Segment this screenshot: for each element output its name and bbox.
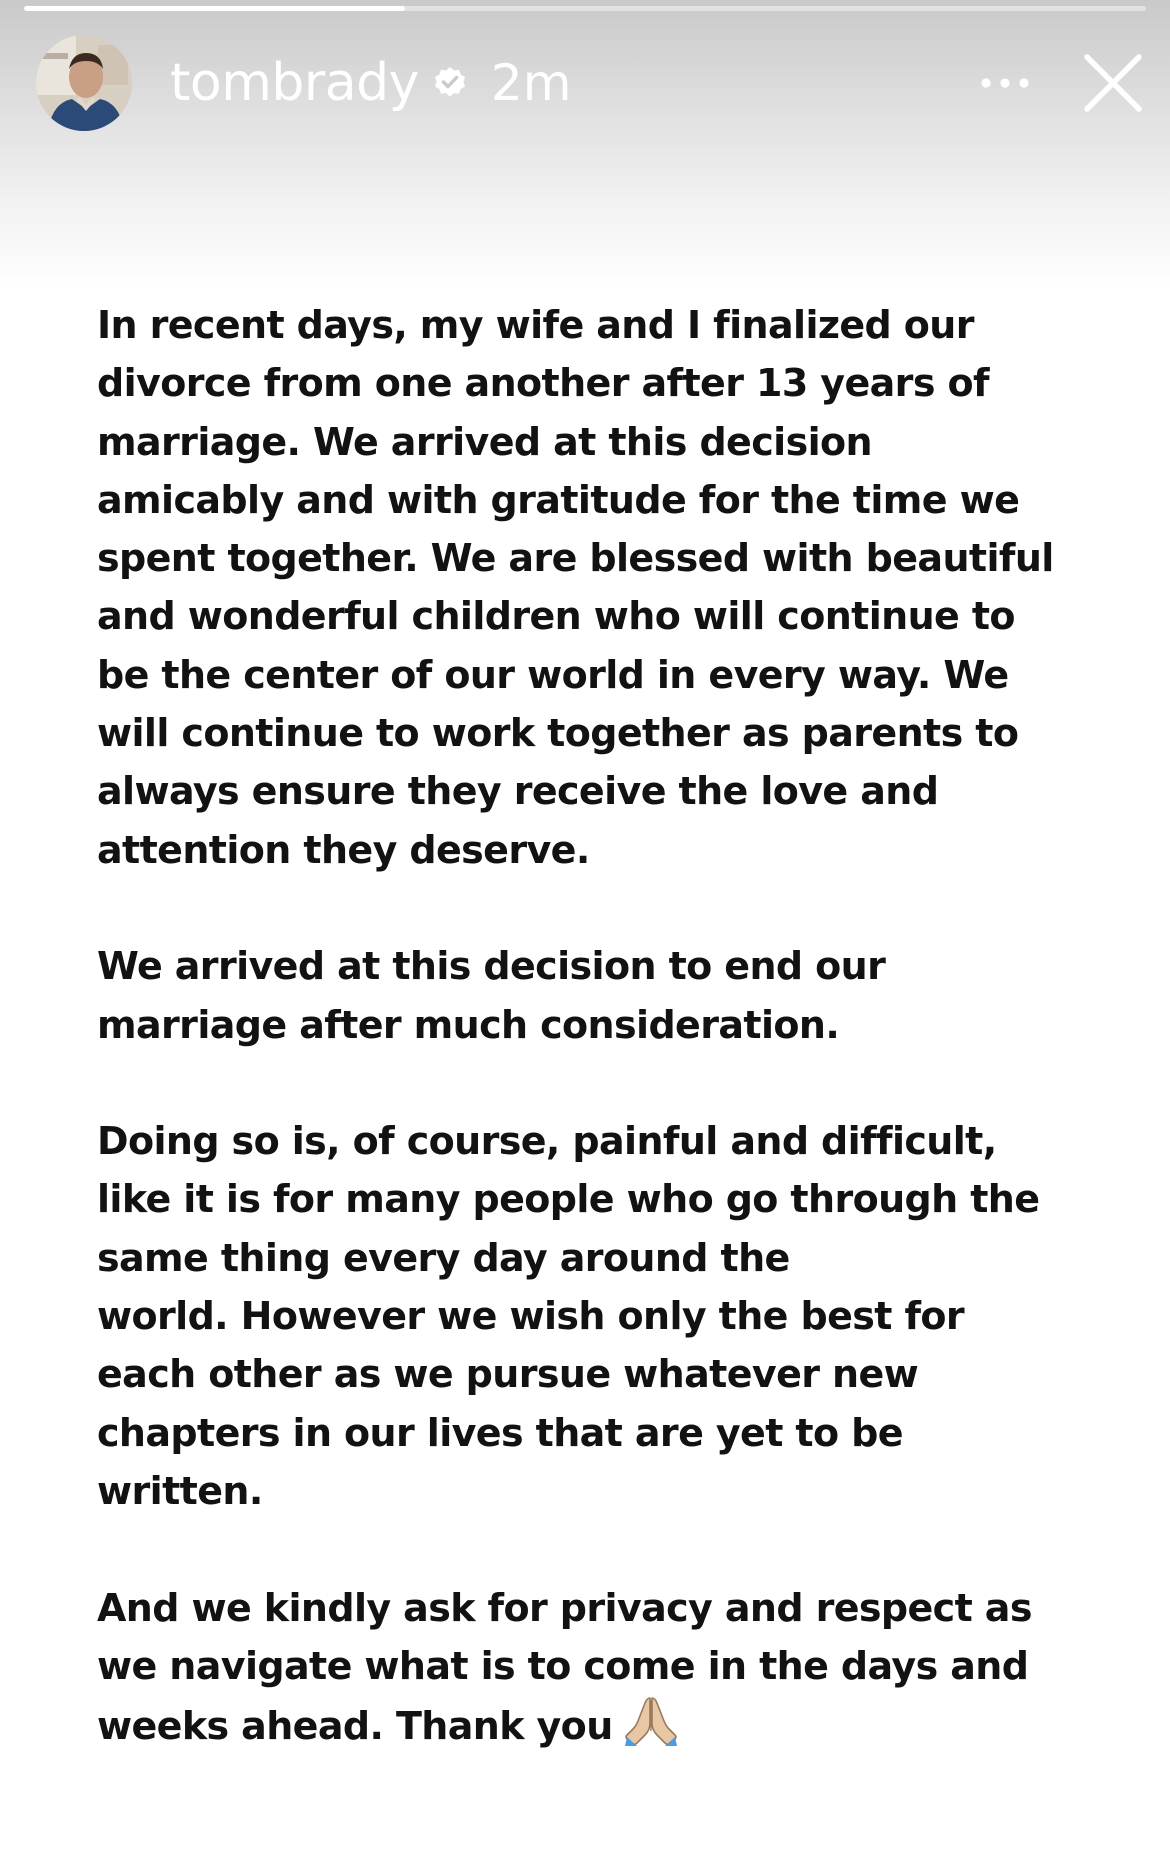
text-line: And we kindly ask for privacy and respect as <box>97 1585 1032 1630</box>
text-line: attention they deserve. <box>97 827 590 872</box>
text-line: marriage after much consideration. <box>97 1002 840 1047</box>
text-line: marriage. We arrived at this decision <box>97 419 872 464</box>
text-line: written. <box>97 1468 263 1513</box>
paragraph-2 <box>97 937 1137 1054</box>
text-line: will continue to work together as parents to <box>97 711 1019 756</box>
text-line: world. However we wish only the best for <box>97 1294 965 1339</box>
text-line: weeks ahead. Thank you <box>97 1704 613 1749</box>
post-time: 2m <box>490 54 572 112</box>
verified-badge-icon <box>433 66 467 100</box>
close-button[interactable] <box>1080 50 1146 116</box>
text-line: and wonderful children who will continue to <box>97 594 1015 639</box>
more-options-button[interactable] <box>970 53 1040 113</box>
username[interactable]: tombrady <box>170 53 419 113</box>
text-line: each other as we pursue whatever new <box>97 1352 919 1397</box>
folded-hands-emoji <box>623 1695 679 1747</box>
story-header <box>36 35 1146 131</box>
text-line: we navigate what is to come in the days and <box>97 1643 1029 1688</box>
text-line: In recent days, my wife and I finalized our <box>97 303 974 347</box>
text-line: Doing so is, of course, painful and difficult, <box>97 1119 997 1164</box>
more-options-icon <box>980 77 1030 89</box>
paragraph-3 <box>97 1112 1137 1520</box>
text-line: chapters in our lives that are yet to be <box>97 1410 903 1455</box>
story-text <box>97 296 1137 1755</box>
text-line: like it is for many people who go through the <box>97 1177 1040 1222</box>
text-line-with-emoji <box>97 1695 1137 1755</box>
text-line: spent together. We are blessed with beautiful <box>97 536 1054 581</box>
avatar-image <box>36 35 132 131</box>
close-icon <box>1083 53 1143 113</box>
text-line: amicably and with gratitude for the time we <box>97 477 1020 522</box>
text-line: same thing every day around the <box>97 1235 790 1280</box>
story-progress-bar <box>24 6 1146 11</box>
text-line: always ensure they receive the love and <box>97 769 939 814</box>
paragraph-4 <box>97 1579 1137 1756</box>
story-progress-fill <box>24 6 405 11</box>
text-line: We arrived at this decision to end our <box>97 944 886 989</box>
text-line: be the center of our world in every way. We <box>97 652 1009 697</box>
paragraph-1 <box>97 296 1137 879</box>
text-line: divorce from one another after 13 years of <box>97 361 989 406</box>
avatar[interactable] <box>36 35 132 131</box>
